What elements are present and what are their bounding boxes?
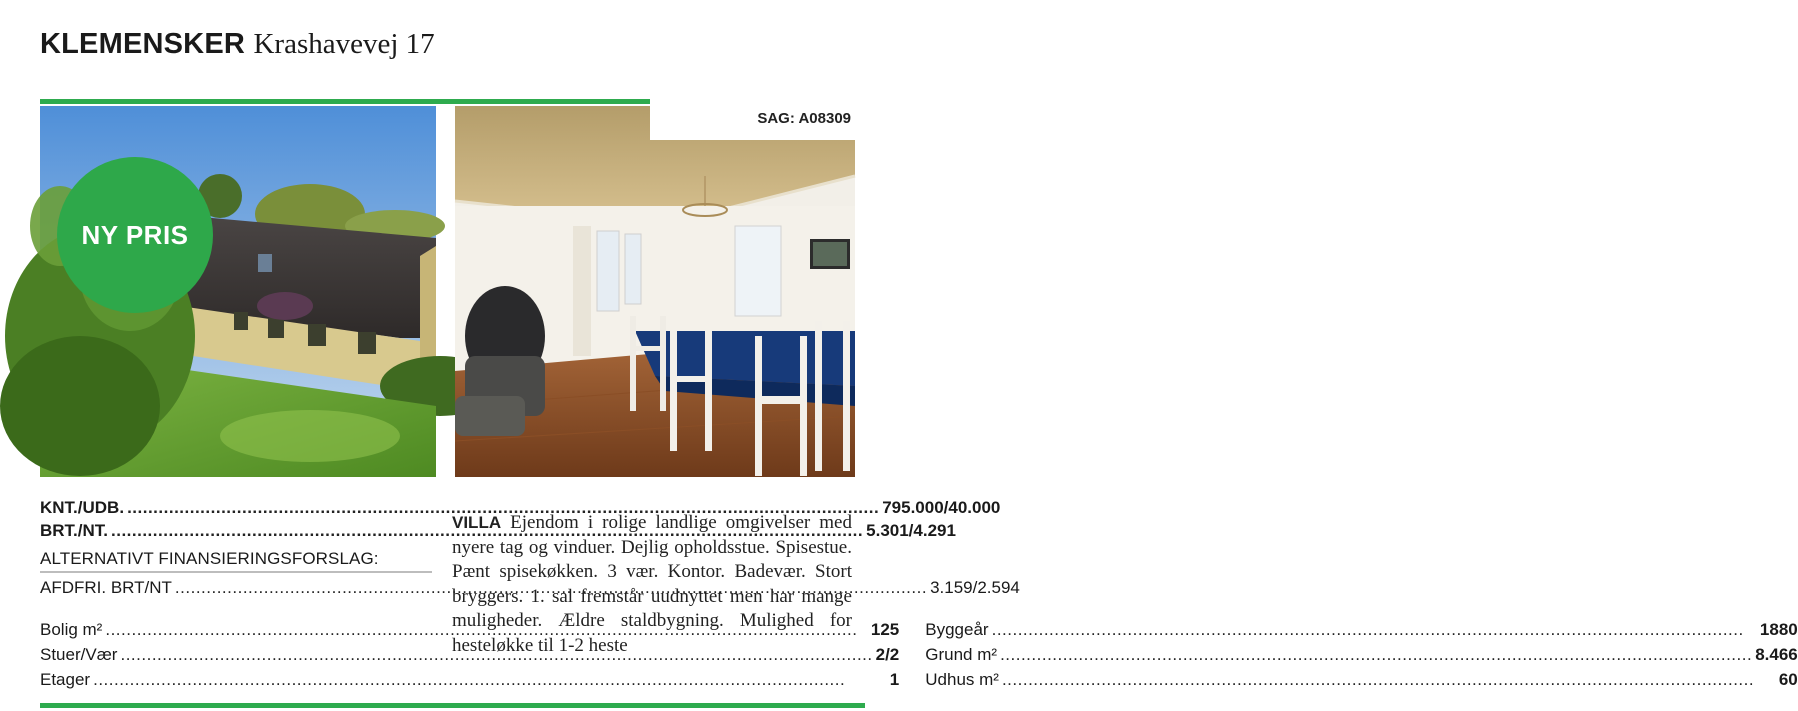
leader-dots: [1000, 645, 1752, 665]
spec-row: [925, 670, 1797, 695]
case-number-box: [650, 98, 865, 140]
description-text: Ejendom i rolige landlige omgivelser med nyere tag og vinduer. Dejlig opholdsstue. Spisestue. Pænt spisekøkken. 3 vær. Kontor. Badevær. Stort bryggers. 1. sal fremstår uudnyttet men har mange muligheder. Ældre staldbygning. Mulighed for hesteløkke til 1-2 heste: [452, 512, 852, 656]
spec-value: 2/2: [875, 645, 900, 664]
bottom-green-rule: [40, 703, 865, 708]
property-type: VILLA: [452, 513, 502, 532]
town-name: KLEMENSKER: [40, 28, 246, 60]
alternative-financing-heading: ALTERNATIVT FINANSIERINGSFORSLAG:: [40, 549, 379, 568]
leader-dots: [992, 620, 1757, 640]
dining-room-photo: [455, 106, 855, 477]
spec-label: Stuer/Vær: [40, 645, 118, 664]
price-row: [40, 498, 1001, 521]
spec-row: [925, 620, 1797, 645]
spec-label: Byggeår: [925, 620, 989, 639]
spec-label: Bolig m²: [40, 620, 103, 639]
spec-row: [40, 670, 899, 695]
spec-value: 125: [870, 620, 900, 639]
property-specs: [40, 620, 1798, 695]
price-value: 795.000/40.000: [882, 498, 1001, 517]
spec-value: 1880: [1759, 620, 1798, 639]
alternative-financing-row: [40, 578, 1020, 601]
top-green-rule: [40, 99, 650, 104]
alternative-divider: [40, 571, 432, 573]
specs-right-column: [925, 620, 1797, 695]
case-number: SAG: A08309: [757, 110, 851, 127]
spec-label: Etager: [40, 670, 91, 689]
price-label: KNT./UDB.: [40, 498, 125, 517]
alternative-value: 3.159/2.594: [930, 578, 1020, 597]
price-label: BRT./NT.: [40, 521, 108, 540]
new-price-badge-text: NY PRIS: [81, 219, 189, 250]
spec-label: Udhus m²: [925, 670, 999, 689]
price-value: 5.301/4.291: [866, 521, 956, 540]
alternative-label: AFDFRI. BRT/NT: [40, 578, 172, 597]
spec-label: Grund m²: [925, 645, 998, 664]
spec-value: 8.466: [1755, 645, 1798, 664]
new-price-badge: [57, 157, 213, 313]
listing-title: [40, 28, 435, 68]
property-description: [452, 511, 852, 658]
spec-value: 60: [1778, 670, 1798, 689]
street-address: Krashavevej 17: [253, 28, 435, 60]
spec-row: [925, 645, 1797, 670]
spec-value: 1: [889, 670, 900, 689]
leader-dots: [93, 670, 887, 690]
leader-dots: [1002, 670, 1776, 690]
